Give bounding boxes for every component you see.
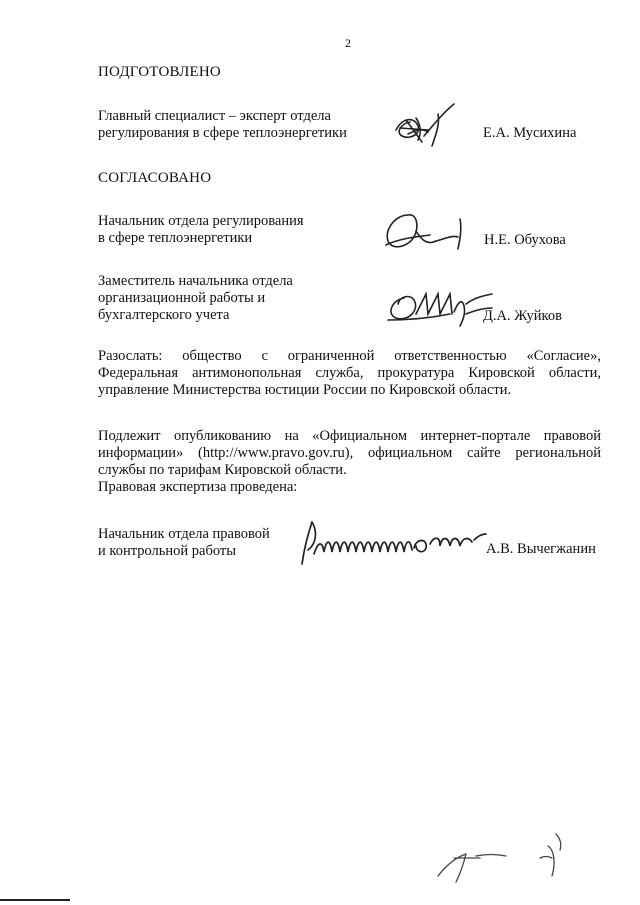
signer2-position-line1: Заместитель начальника отдела: [98, 273, 293, 289]
agreed-heading: СОГЛАСОВАНО: [98, 170, 212, 186]
signature-obukhova: [378, 205, 474, 253]
signer1-name: Н.Е. Обухова: [484, 232, 566, 248]
signature-vychegzhanin: [298, 514, 488, 570]
distribution-block: [98, 348, 601, 399]
publication-line1: Подлежит опубликованию на «Официальном интернет-портале правовой: [98, 428, 601, 444]
legal-expertise-note: Правовая экспертиза проведена:: [98, 479, 298, 495]
prepared-heading: ПОДГОТОВЛЕНО: [98, 64, 221, 80]
page-number: 2: [345, 36, 351, 50]
signer1-position: [98, 213, 304, 247]
legal-position-line1: Начальник отдела правовой: [98, 526, 270, 542]
prepared-name: Е.А. Мусихина: [483, 125, 577, 141]
signer2-position: [98, 273, 293, 324]
publication-line2: информации» (http://www.pravo.gov.ru), официальном сайте региональной: [98, 445, 601, 461]
signer2-position-line2: организационной работы и: [98, 290, 266, 306]
signer2-name: Д.А. Жуйков: [483, 308, 562, 324]
signer1-position-line2: в сфере теплоэнергетики: [98, 230, 253, 246]
publication-line3: службы по тарифам Кировской области.: [98, 462, 347, 478]
legal-position-line2: и контрольной работы: [98, 543, 236, 559]
bottom-rule: [0, 899, 70, 901]
legal-name: А.В. Вычегжанин: [486, 541, 596, 557]
initials-mark: [436, 828, 586, 890]
signer1-position-line1: Начальник отдела регулирования: [98, 213, 304, 229]
legal-position: [98, 526, 270, 560]
signature-musikhina: [388, 100, 468, 152]
prepared-position-line2: регулирования в сфере теплоэнергетики: [98, 125, 347, 141]
publication-block: [98, 428, 601, 496]
distribution-line3: управление Министерства юстиции России по Кировской области.: [98, 382, 512, 398]
prepared-position-line1: Главный специалист – эксперт отдела: [98, 108, 331, 124]
signature-zhuikov: [380, 284, 496, 330]
distribution-line2: Федеральная антимонопольная служба, прокуратура Кировской области,: [98, 365, 601, 381]
distribution-line1: Разослать: общество с ограниченной ответственностью «Согласие»,: [98, 348, 601, 364]
signer2-position-line3: бухгалтерского учета: [98, 307, 230, 323]
prepared-position: [98, 108, 347, 142]
